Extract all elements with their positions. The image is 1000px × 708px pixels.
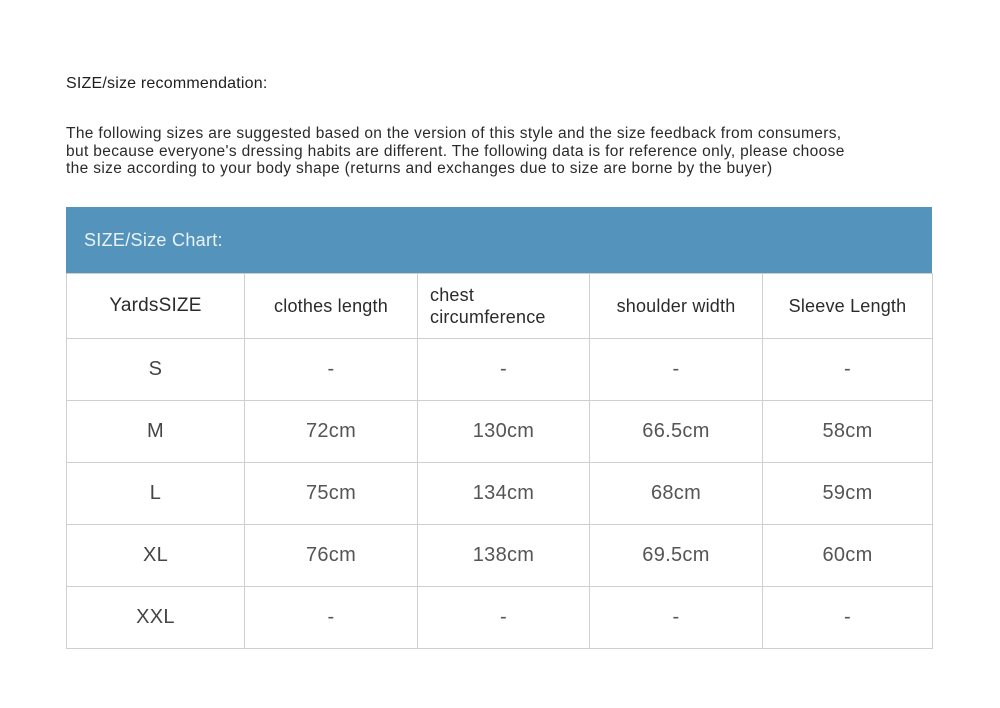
table-header-row — [67, 274, 933, 339]
table-row-xxl — [67, 587, 933, 649]
size-label: XL — [67, 525, 245, 587]
column-header-shoulder-width: shoulder width — [590, 274, 763, 339]
shoulder-width-value: 69.5cm — [590, 525, 763, 587]
chest-circumference-value: 134cm — [418, 463, 590, 525]
clothes-length-value: - — [245, 339, 418, 401]
column-header-size: YardsSIZE — [67, 274, 245, 339]
clothes-length-value: 75cm — [245, 463, 418, 525]
table-row-l — [67, 463, 933, 525]
sleeve-length-value: 58cm — [763, 401, 933, 463]
sleeve-length-value: 60cm — [763, 525, 933, 587]
paragraph-line: The following sizes are suggested based on the version of this style and the size feedback from consumers, — [66, 125, 842, 142]
size-chart — [66, 207, 932, 649]
size-table — [66, 273, 933, 649]
clothes-length-value: 72cm — [245, 401, 418, 463]
sleeve-length-value: - — [763, 587, 933, 649]
sleeve-length-value: 59cm — [763, 463, 933, 525]
column-header-clothes-length: clothes length — [245, 274, 418, 339]
shoulder-width-value: - — [590, 339, 763, 401]
column-header-sleeve-length: Sleeve Length — [763, 274, 933, 339]
table-row-m — [67, 401, 933, 463]
size-label: XXL — [67, 587, 245, 649]
size-label: L — [67, 463, 245, 525]
shoulder-width-value: - — [590, 587, 763, 649]
chest-circumference-value: 138cm — [418, 525, 590, 587]
paragraph-line: the size according to your body shape (returns and exchanges due to size are borne by the buyer) — [66, 160, 773, 177]
clothes-length-value: - — [245, 587, 418, 649]
table-row-xl — [67, 525, 933, 587]
paragraph-line: but because everyone's dressing habits are different. The following data is for reference only, please choose — [66, 142, 845, 160]
size-recommendation-heading: SIZE/size recommendation: — [66, 75, 268, 92]
chest-circumference-value: 130cm — [418, 401, 590, 463]
column-header-chest-circumference: chest circumference — [418, 274, 590, 339]
size-recommendation-paragraph — [66, 125, 946, 178]
shoulder-width-value: 66.5cm — [590, 401, 763, 463]
size-label: M — [67, 401, 245, 463]
chest-circumference-value: - — [418, 587, 590, 649]
shoulder-width-value: 68cm — [590, 463, 763, 525]
sleeve-length-value: - — [763, 339, 933, 401]
size-chart-title: SIZE/Size Chart: — [84, 229, 223, 250]
size-chart-banner — [66, 207, 932, 273]
clothes-length-value: 76cm — [245, 525, 418, 587]
table-row-s — [67, 339, 933, 401]
size-label: S — [67, 339, 245, 401]
chest-circumference-value: - — [418, 339, 590, 401]
